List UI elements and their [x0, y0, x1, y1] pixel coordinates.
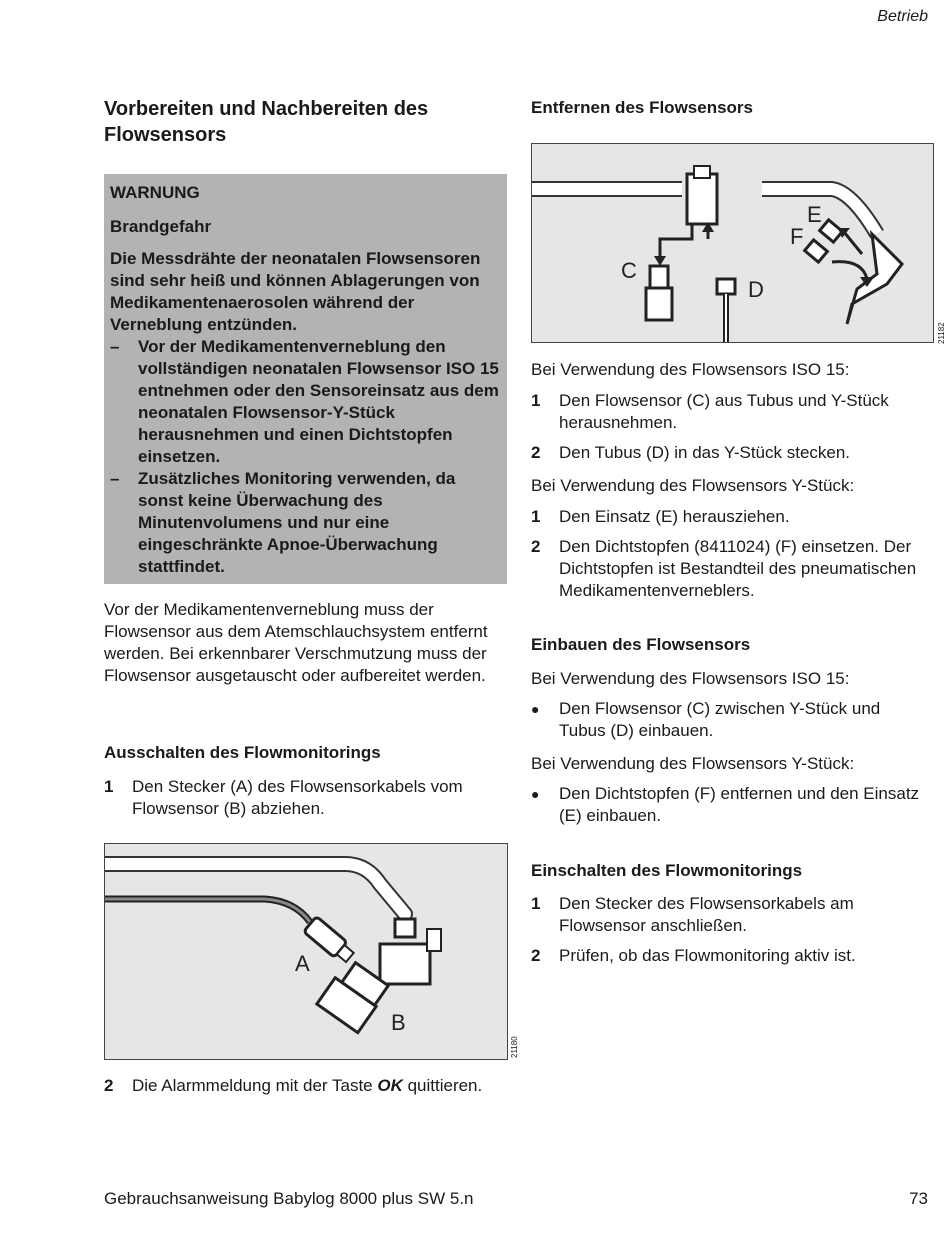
label-b: B [391, 1010, 406, 1035]
bullet-text: Den Flowsensor (C) zwischen Y-Stück und Tubus (D) einbauen. [559, 699, 881, 740]
label-c: C [621, 258, 637, 283]
step-text: Den Einsatz (E) herausziehen. [559, 507, 790, 526]
step-text: Den Stecker (A) des Flowsensorkabels vom Flowsensor (B) abziehen. [132, 777, 463, 818]
figure-number: 21182 [937, 322, 946, 344]
ok-key: OK [377, 1076, 403, 1095]
step-number: 1 [531, 894, 541, 913]
warning-text: Die Messdrähte der neonatalen Flowsensoren sind sehr heiß und können Ablagerungen von Medikamentenaerosolen während der Verneblung entzünden. [110, 249, 481, 334]
step-item [104, 1075, 514, 1097]
step-item [531, 536, 941, 602]
heading-install-sensor: Einbauen des Flowsensors [531, 635, 751, 654]
figure-number: 21180 [510, 1036, 519, 1058]
connector-illustration [105, 844, 508, 1060]
step-item [531, 442, 931, 464]
warning-item-text: Zusätzliches Monitoring verwenden, da sonst keine Überwachung des Minutenvolumens und nur eine eingeschränkte Apnoe-Überwachung stattfindet. [138, 469, 456, 576]
step-item [531, 893, 931, 937]
page-number: 73 [909, 1189, 928, 1208]
bullet-text: Den Dichtstopfen (F) entfernen und den Einsatz (E) einbauen. [559, 784, 920, 825]
step-text: Den Tubus (D) in das Y-Stück stecken. [559, 443, 851, 462]
step-item [531, 390, 931, 434]
step-text-after: quittieren. [402, 1076, 483, 1095]
warning-dash: – [110, 469, 120, 488]
y-intro: Bei Verwendung des Flowsensors Y-Stück: [531, 476, 855, 495]
section-header: Betrieb [877, 8, 928, 25]
step-item [104, 776, 504, 820]
label-d: D [748, 277, 764, 302]
heading-disable-monitoring: Ausschalten des Flowmonitorings [104, 743, 381, 762]
y-intro: Bei Verwendung des Flowsensors Y-Stück: [531, 754, 855, 773]
step-number: 2 [531, 443, 541, 462]
step-item [531, 506, 931, 528]
step-number: 1 [531, 391, 541, 410]
figure-disconnect-sensor [104, 843, 508, 1060]
figure-remove-sensor [531, 143, 934, 343]
step-item [531, 945, 931, 967]
warning-item [110, 468, 501, 578]
label-a: A [295, 951, 310, 976]
sensor-removal-illustration [532, 144, 934, 343]
step-text: Prüfen, ob das Flowmonitoring aktiv ist. [559, 946, 856, 965]
step-text: Den Dichtstopfen (8411024) (F) einsetzen. Der Dichtstopfen ist Bestandteil des pneumatischen Medikamentenverneblers. [559, 537, 917, 600]
step-number: 1 [104, 777, 114, 796]
footer-manual-title: Gebrauchsanweisung Babylog 8000 plus SW 5.n [104, 1189, 474, 1208]
intro-paragraph: Vor der Medikamentenverneblung muss der Flowsensor aus dem Atemschlauchsystem entfernt werden. Bei erkennbarer Verschmutzung muss der Flowsensor ausgetauscht oder aufbereitet werden. [104, 600, 488, 685]
label-f: F [790, 224, 804, 249]
warning-item [110, 336, 501, 468]
step-text: Den Flowsensor (C) aus Tubus und Y-Stück herausnehmen. [559, 391, 889, 432]
bullet-item [531, 783, 931, 827]
iso-intro: Bei Verwendung des Flowsensors ISO 15: [531, 669, 850, 688]
heading-remove-sensor: Entfernen des Flowsensors [531, 98, 753, 117]
step-number: 2 [104, 1076, 114, 1095]
warning-item-text: Vor der Medikamentenverneblung den vollständigen neonatalen Flowsensor ISO 15 entnehmen oder den Sensoreinsatz aus dem neonatalen Flowsensor-Y-Stück herausnehmen und einen Dichtstopfen einsetzen. [138, 337, 499, 466]
warning-subtitle: Brandgefahr [110, 217, 212, 236]
label-e: E [807, 202, 822, 227]
warning-label: WARNUNG [110, 183, 200, 202]
step-text-before: Die Alarmmeldung mit der Taste [132, 1076, 378, 1095]
page-title: Vorbereiten und Nachbereiten des Flowsensors [104, 98, 429, 146]
step-text: Den Stecker des Flowsensorkabels am Flowsensor anschließen. [559, 894, 854, 935]
bullet-item [531, 698, 931, 742]
step-text [132, 1075, 482, 1097]
step-number: 1 [531, 507, 541, 526]
step-number: 2 [531, 537, 541, 556]
iso-intro: Bei Verwendung des Flowsensors ISO 15: [531, 360, 850, 379]
bullet-icon: ● [531, 701, 540, 717]
heading-enable-monitoring: Einschalten des Flowmonitorings [531, 861, 803, 880]
warning-box [104, 174, 507, 584]
warning-dash: – [110, 337, 120, 356]
step-number: 2 [531, 946, 541, 965]
bullet-icon: ● [531, 786, 540, 802]
